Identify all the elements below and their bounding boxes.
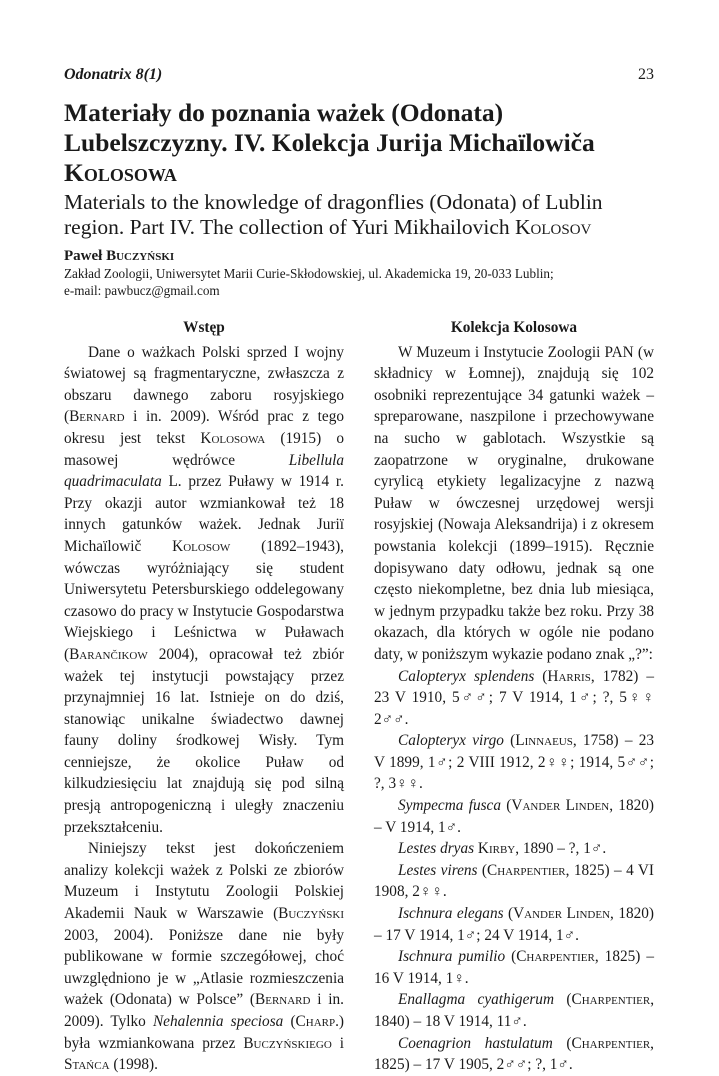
record-data: – 23 V 1910, 5♂♂; 7 V 1914, 1♂; ?, 5♀♀ 2♂♂.	[374, 667, 654, 728]
record-data: – 17 V 1905, 2♂♂; ?, 1♂.	[409, 1056, 573, 1074]
record-data: – 17 V 1914, 1♂; 24 V 1914, 1♂.	[374, 926, 579, 944]
species-name: Lestes virens	[398, 861, 478, 879]
species-author: Charpentier	[516, 948, 595, 966]
citation-author: Kolosow	[172, 537, 231, 555]
text: i in. 2009). Tylko	[64, 991, 344, 1030]
species-record: Sympecma fusca (Vander Linden, 1820) – V 1914, 1♂.	[374, 797, 654, 836]
text: i	[331, 1034, 344, 1052]
citation-author: Bernard	[69, 408, 125, 426]
title-english	[64, 190, 654, 240]
species-name: Nehalennia speciosa	[152, 1013, 284, 1030]
title-polish-name: Kolosowa	[64, 158, 177, 187]
right-column	[374, 317, 654, 1076]
species-record	[374, 838, 654, 860]
text: (1998).	[109, 1056, 158, 1074]
species-name: Enallagma cyathigerum	[398, 991, 555, 1009]
species-record: Calopteryx virgo (Linnaeus, 1758) – 23 V 1899, 1♂; 2 VIII 1912, 2♀♀; 1914, 5♂♂; ?, 3♀♀.	[374, 732, 655, 793]
species-year: , 1825)	[565, 861, 610, 879]
species-record: Enallagma cyathigerum (Charpentier, 1840) – 18 V 1914, 11♂.	[374, 991, 655, 1030]
affiliation: Zakład Zoologii, Uniwersytet Marii Curie-Skłodowskiej, ul. Akademicka 19, 20-033 Lublin;	[64, 266, 554, 281]
text: ) była wzmiankowana przez	[64, 1013, 345, 1052]
running-header	[64, 66, 654, 88]
citation-author: Bernard	[255, 991, 311, 1009]
page-number: 23	[638, 66, 654, 83]
species-year: , 1820)	[610, 905, 655, 923]
species-name: Sympecma fusca	[398, 797, 501, 815]
email: e-mail: pawbucz@gmail.com	[64, 283, 220, 298]
species-author: Charpentier	[487, 861, 566, 879]
species-year: , 1782)	[590, 667, 639, 685]
species-year: , 1820)	[609, 797, 654, 815]
text: L. przez Puławy w 1914 r. Przy okazji autor wzmiankował też 18 innych gatunków ważek. Jednak Juriï Michaïlowič	[64, 473, 344, 555]
record-data: – 16 V 1914, 1♀.	[374, 948, 655, 987]
species-author: Kirby	[477, 840, 516, 858]
section-heading-collection: Kolekcja Kolosowa	[450, 319, 578, 336]
species-author: Vander Linden	[511, 797, 610, 815]
species-name: Ischnura elegans	[398, 905, 504, 923]
intro-paragraph-2	[64, 838, 344, 1076]
text: (1915) o masowej wędrówce	[64, 429, 344, 469]
intro-paragraph-1	[64, 342, 344, 839]
text: Dane o ważkach Polski sprzed I wojny światowej są fragmentaryczne, zwłaszcza z obszaru dawnego zaboru rosyjskiego (	[64, 343, 344, 426]
record-data: – V 1914, 1♂.	[374, 818, 461, 836]
journal-name: Odonatrix 8(1)	[64, 66, 163, 83]
citation-author: Charp.	[295, 1013, 339, 1030]
section-heading-intro: Wstęp	[183, 319, 225, 336]
title-polish	[64, 98, 654, 188]
species-author: Charpentier	[571, 991, 651, 1009]
left-column	[64, 317, 344, 1076]
text: 2004), opracował też zbiór ważek tej instytucji powstający przez przynajmniej 16 lat. Istnieje on do dziś, stanowiąc unikalne świadectwo dawnej fauny doliny środkowej Wisły. Tym cenniejsze, że okolice Puław od kilkudziesięciu lat znajdują się pod silną presją antropogeniczną i uległy znaczeniu przekształceniu.	[64, 645, 344, 836]
citation-author: Buczyńskiego	[243, 1034, 332, 1052]
species-year: , 1825)	[594, 948, 641, 966]
text: Niniejszy tekst jest dokończeniem analizy kolekcji ważek z Polski ze zbiorów Muzeum i Instytutu Zoologii Polskiej Akademii Nauk w Warszawie (	[64, 840, 344, 923]
species-year: , 1890	[515, 840, 554, 858]
record-data: – ?, 1♂.	[553, 840, 607, 858]
species-year: , 1825)	[374, 1034, 654, 1074]
species-author: Harris	[547, 667, 591, 685]
species-author: Vander Linden	[513, 905, 611, 923]
collection-paragraph: W Muzeum i Instytucie Zoologii PAN (w składnicy w Łomnej), znajdują się 102 osobniki reprezentujące 34 gatunki ważek – spreparowane, naszpilone i przechowywane na sucho w gablotach. Wszystkie są zaopatrzone w oryginalne, drukowane cyrylicą etykiety legalizacyjne z nazwą Puław w ówczesnej urzędowej wersji rosyjskiej (Nowaja Aleksandrija) i z okresem powstania kolekcji (1899–1915). Ręcznie dopisywano daty odłowu, jednak są one często niekompletne, bez dnia lub miesiąca, w jednym przypadku także bez roku. Przy 38 okazach, dla których w ogóle nie podano daty, w poniższym wykazie podano znak „?”:	[374, 343, 654, 663]
citation-author: Buczyński	[278, 905, 344, 923]
title-english-name: Kolosov	[515, 215, 592, 239]
citation-author: Kolosowa	[200, 429, 266, 447]
title-polish-text: Materiały do poznania ważek (Odonata) Lubelszczyzny. IV. Kolekcja Jurija Michaïlowiča	[64, 98, 595, 157]
species-name: Libellula quadrimaculata	[64, 451, 344, 491]
species-year: , 1758)	[572, 732, 619, 750]
body-columns	[64, 317, 654, 1076]
article-page	[64, 66, 654, 1076]
species-record: Ischnura elegans (Vander Linden, 1820) – 17 V 1914, 1♂; 24 V 1914, 1♂.	[374, 905, 655, 944]
text: 2003, 2004). Poniższe dane nie były publikowane w formie szczegółowej, choć uwzględniono je w „Atlasie rozmieszczenia ważek (Odonata) w Polsce” (	[64, 926, 344, 1009]
species-record: Calopteryx splendens (Harris, 1782) – 23 V 1910, 5♂♂; 7 V 1914, 1♂; ?, 5♀♀ 2♂♂.	[374, 667, 654, 728]
text: (1892–1943), wówczas wyróżniający się student Uniwersytetu Petersburskiego oddelegowany czasowo do pracy w Instytucie Gospodarstwa Wiejskiego i Leśnictwa w Puławach (	[64, 537, 344, 663]
citation-author: Barančikow	[69, 645, 148, 663]
species-record: Lestes virens (Charpentier, 1825) – 4 VI 1908, 2♀♀.	[374, 861, 655, 901]
author	[64, 248, 654, 265]
text: (	[283, 1013, 296, 1030]
species-author: Linnaeus	[515, 732, 573, 750]
species-author: Charpentier	[571, 1034, 651, 1052]
species-record: Ischnura pumilio (Charpentier, 1825) – 16 V 1914, 1♀.	[374, 948, 655, 987]
record-data: – 18 V 1914, 11♂.	[409, 1013, 527, 1030]
species-name: Calopteryx virgo	[398, 732, 504, 750]
species-year: , 1840)	[374, 991, 655, 1030]
record-data: – 4 VI 1908, 2♀♀.	[374, 861, 655, 901]
author-last-name: Buczyński	[106, 248, 175, 264]
species-name: Coenagrion hastulatum	[398, 1034, 553, 1052]
species-name: Lestes dryas	[398, 840, 475, 858]
author-first-name: Paweł	[64, 248, 107, 264]
species-record: Coenagrion hastulatum (Charpentier, 1825) – 17 V 1905, 2♂♂; ?, 1♂.	[374, 1034, 654, 1074]
citation-author: Stańca	[64, 1056, 110, 1074]
record-data: – 23 V 1899, 1♂; 2 VIII 1912, 2♀♀; 1914, 5♂♂; ?, 3♀♀.	[374, 732, 655, 793]
species-name: Ischnura pumilio	[398, 948, 506, 966]
title-english-text: Materials to the knowledge of dragonflies (Odonata) of Lublin region. Part IV. The collection of Yuri Mikhailovich	[64, 190, 603, 239]
text: i in. 2009). Wśród prac z tego okresu jest tekst	[64, 408, 344, 447]
species-name: Calopteryx splendens	[398, 667, 535, 685]
